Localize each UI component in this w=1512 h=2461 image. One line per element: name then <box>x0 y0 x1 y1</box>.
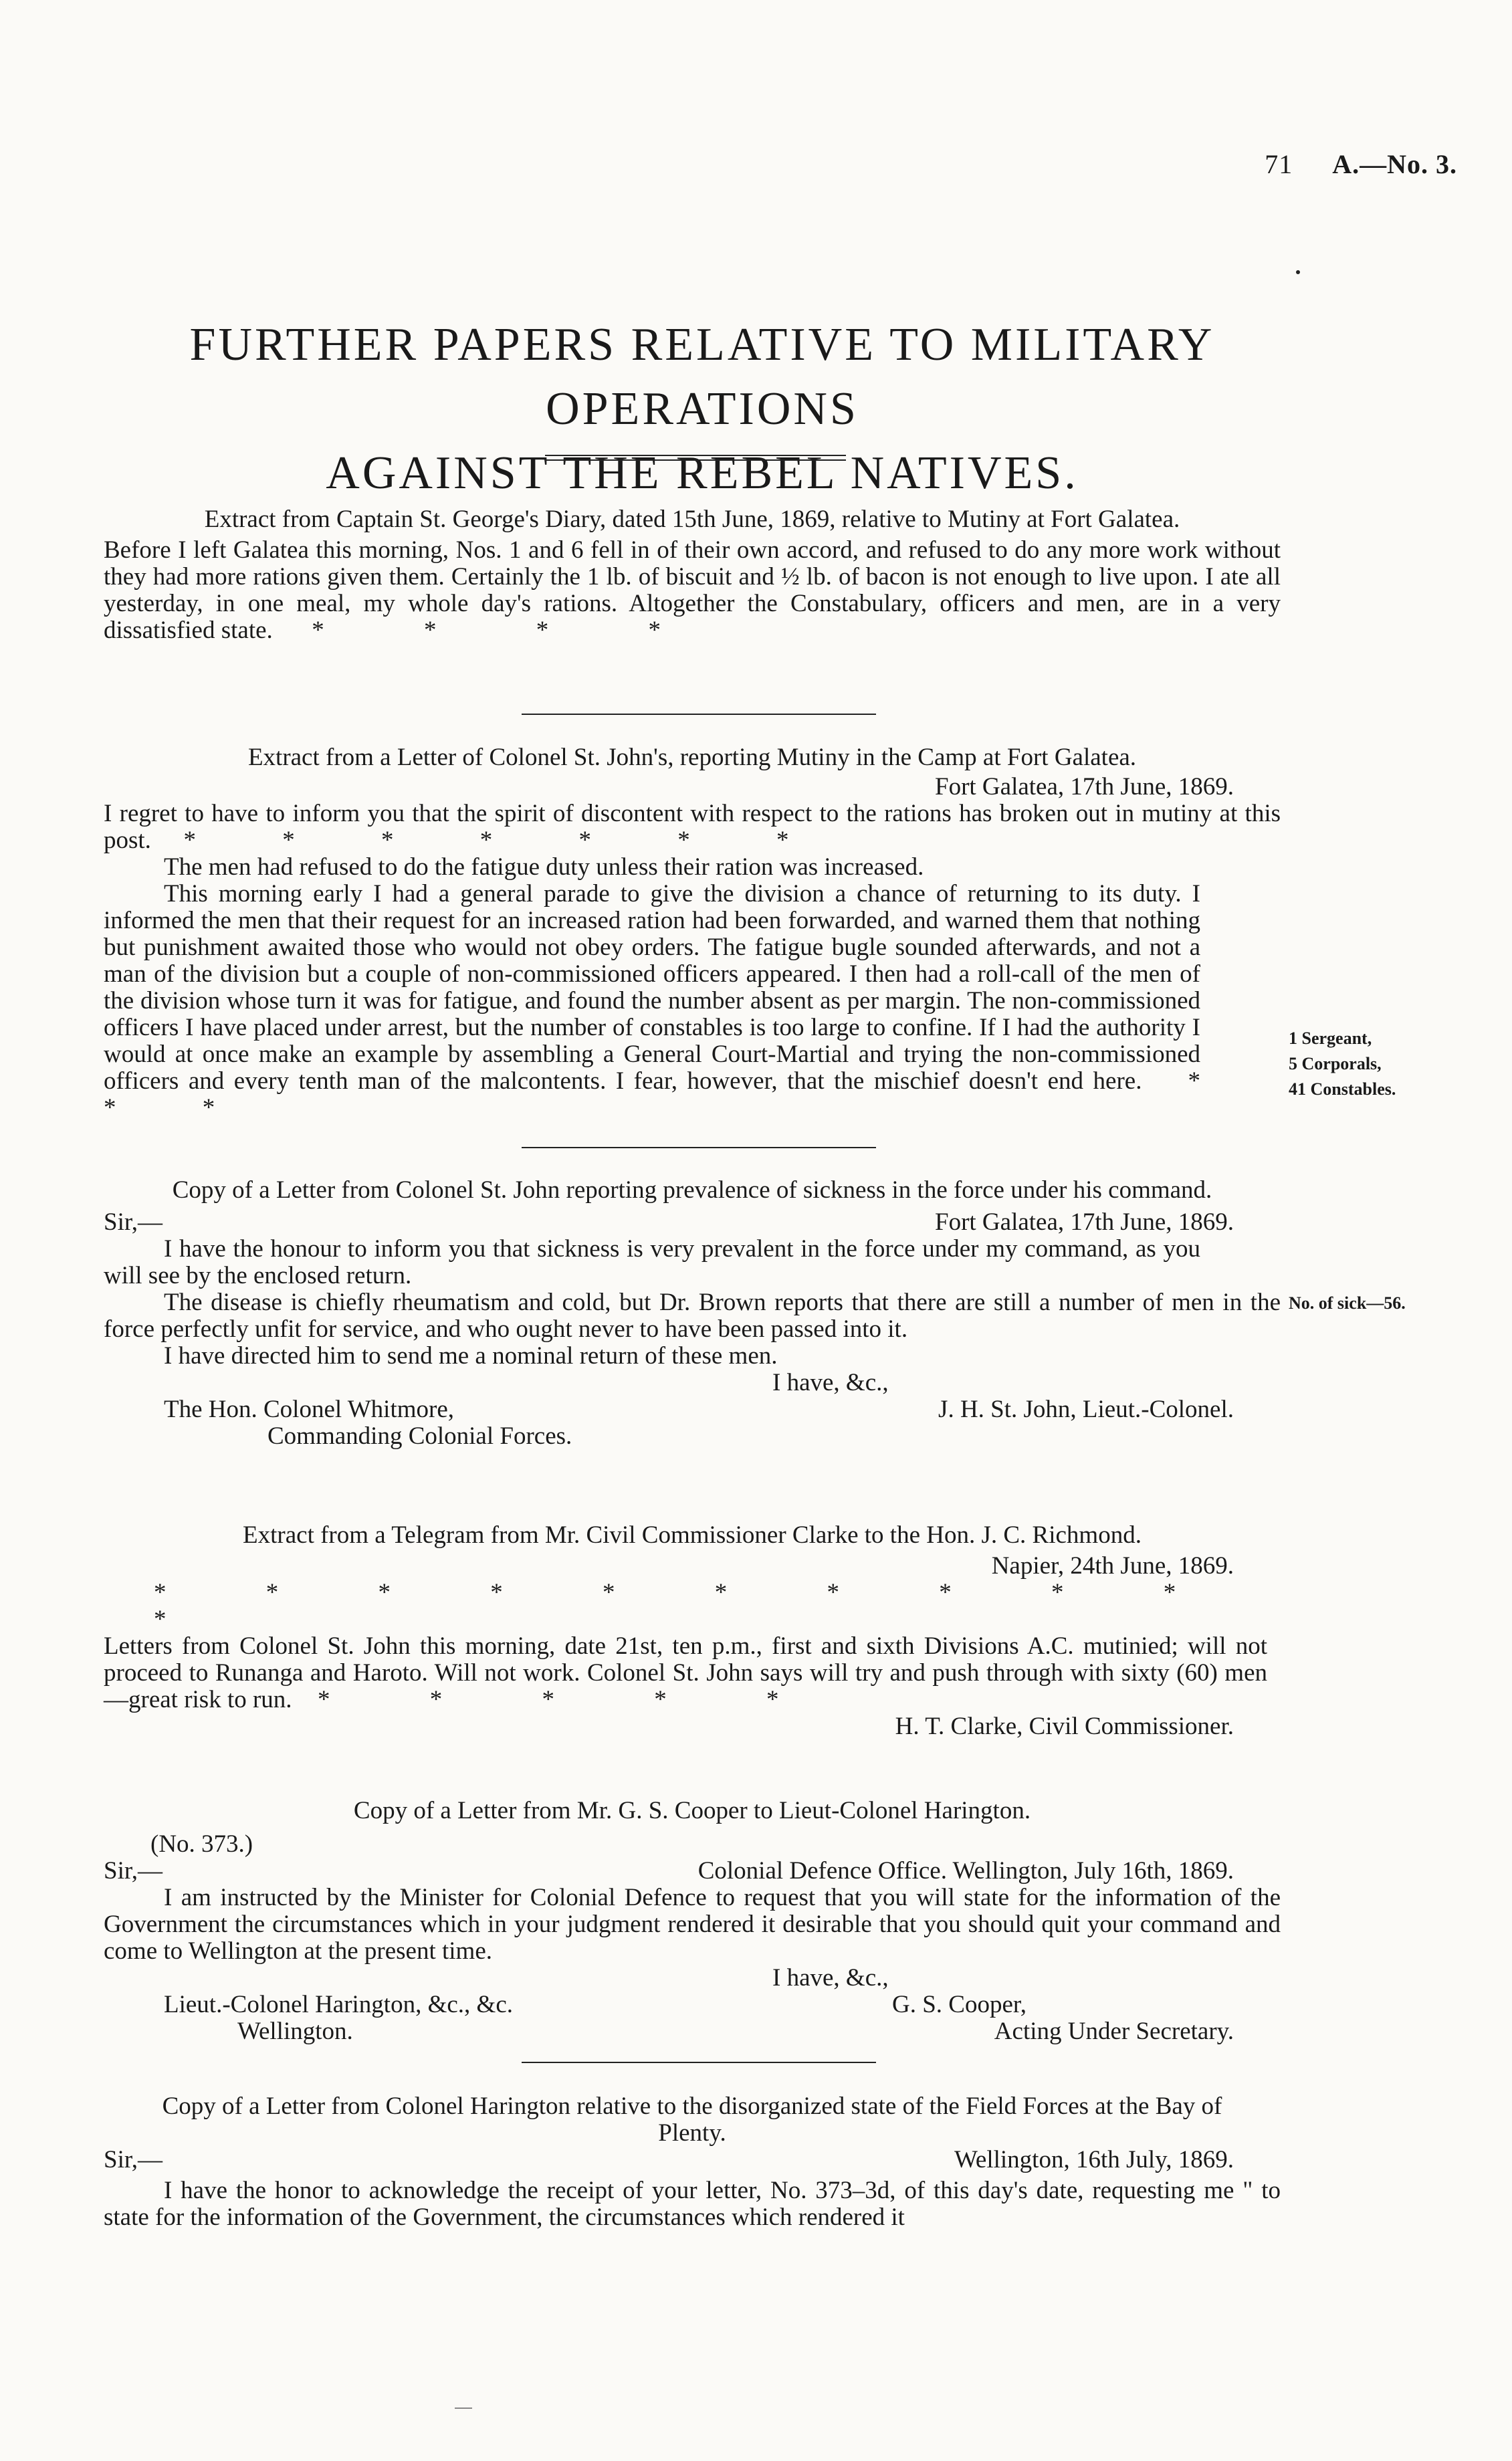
omission-stars: * * * * <box>312 617 661 644</box>
omission-stars: * * * * * * * * * * * <box>154 1579 1176 1633</box>
paragraph-3: This morning early I had a general parade to give the division a chance of returning to its duty. I informed the men that their request for an increased ration had been forwarded, and warned them that nothing but punishment awaited those who would not obey orders. The fatigue bugle sounded afterwards, and not a man of the division but a couple of non-commissioned officers appeared. I then had a roll-call of the men of the division whose turn it was for fatigue, and found the number absent as per margin. The non-commissioned officers I have placed under arrest, but the number of constables is too large to confine. If I had the authority I would at once make an example by assembling a General Court-Martial and trying the non-commissioned officers and every tenth man of the malcontents. I fear, however, that the mischief doesn't end here. <box>104 880 1200 1095</box>
paragraph-2: The men had refused to do the fatigue duty unless their ration was increased. <box>164 853 924 881</box>
section-heading: Extract from a Letter of Colonel St. John's, reporting Mutiny in the Camp at Fort Galatea. <box>247 744 1137 771</box>
letter-body: I am instructed by the Minister for Colonial Defence to request that you will state for the information of the Government the circumstances which in your judgment rendered it desirable that you should quit your command and come to Wellington at the present time. <box>104 1884 1281 1965</box>
paragraph-2: The disease is chiefly rheumatism and cold, but Dr. Brown reports that there are still a number of men in the force perfectly unfit for service, and who ought never to have been passed into it. <box>104 1289 1281 1343</box>
addressee-location: Wellington. <box>237 2018 353 2045</box>
section-divider <box>522 714 876 715</box>
section-heading: Copy of a Letter from Mr. G. S. Cooper to Lieut-Colonel Harington. <box>353 1797 1031 1824</box>
section-letter-cooper <box>104 1798 1281 2045</box>
salutation: Sir,— <box>104 1857 163 1885</box>
addressee: The Hon. Colonel Whitmore, <box>164 1396 454 1423</box>
omission-stars: * * * * * <box>318 1686 779 1713</box>
margin-line: 1 Sergeant, <box>1289 1029 1372 1048</box>
document-reference: A.—No. 3. <box>1332 149 1457 179</box>
section-diary-extract <box>104 506 1281 644</box>
omission-stars: * * * <box>104 1067 1201 1121</box>
section-letter-st-john-mutiny <box>104 744 1281 1121</box>
page-number: 71 <box>1265 149 1293 179</box>
page-header <box>1265 148 1457 180</box>
margin-note-absentees <box>1289 1026 1396 1102</box>
section-letter-harington <box>104 2093 1281 2231</box>
omission-stars: * * * * * * * <box>183 827 789 854</box>
section-telegram-clarke <box>104 1522 1281 1740</box>
paragraph-1: I regret to have to inform you that the spirit of discontent with respect to the rations has broken out in mutiny at this post. <box>104 800 1281 854</box>
addressee-title: Commanding Colonial Forces. <box>267 1422 572 1450</box>
place-date: Fort Galatea, 17th June, 1869. <box>935 1208 1234 1236</box>
section-heading: Extract from Captain St. George's Diary, dated 15th June, 1869, relative to Mutiny at Fort Galatea. <box>204 506 1180 533</box>
letter-number: (No. 373.) <box>150 1830 253 1858</box>
place-date: Wellington, 16th July, 1869. <box>954 2146 1234 2173</box>
ink-speck <box>1296 270 1300 274</box>
section-heading: Extract from a Telegram from Mr. Civil Commissioner Clarke to the Hon. J. C. Richmond. <box>243 1521 1142 1549</box>
section-heading: Copy of a Letter from Colonel St. John reporting prevalence of sickness in the force under his command. <box>172 1176 1212 1204</box>
letter-body: I have the honor to acknowledge the receipt of your letter, No. 373–3d, of this day's date, requesting me " to state for the information of the Government, the circumstances which rendered it <box>104 2177 1281 2231</box>
paragraph-1: I have the honour to inform you that sickness is very prevalent in the force under my command, as you will see by the enclosed return. <box>104 1235 1200 1289</box>
place-date: Napier, 24th June, 1869. <box>991 1552 1234 1580</box>
salutation: Sir,— <box>104 1208 163 1236</box>
section-divider <box>522 2062 876 2063</box>
margin-line: 41 Constables. <box>1289 1079 1396 1099</box>
margin-line: 5 Corporals, <box>1289 1054 1382 1073</box>
signature: H. T. Clarke, Civil Commissioner. <box>895 1713 1234 1740</box>
place-date: Fort Galatea, 17th June, 1869. <box>935 773 1234 800</box>
title-double-rule <box>545 455 846 461</box>
telegram-body: Letters from Colonel St. John this morning, date 21st, ten p.m., first and sixth Divisions A.C. mutinied; will not proceed to Runanga and Haroto. Will not work. Colonel St. John says will try and push through with sixty (60) men—great risk to run. <box>104 1632 1267 1713</box>
title-line-2: AGAINST THE REBEL NATIVES. <box>326 447 1079 499</box>
signature-title: Acting Under Secretary. <box>994 2018 1234 2045</box>
section-heading: Copy of a Letter from Colonel Harington relative to the disorganized state of the Field Forces at the Bay of Plenty. <box>162 2093 1222 2147</box>
closing: I have, &c., <box>772 1369 889 1396</box>
margin-note-sick: No. of sick—56. <box>1289 1293 1406 1313</box>
section-letter-sickness <box>104 1177 1281 1450</box>
title-line-1: FURTHER PAPERS RELATIVE TO MILITARY OPERATIONS <box>189 319 1215 435</box>
section-divider <box>522 1147 876 1148</box>
addressee: Lieut.-Colonel Harington, &c., &c. <box>164 1991 513 2018</box>
place-date: Colonial Defence Office. Wellington, July 16th, 1869. <box>697 1857 1234 1885</box>
salutation: Sir,— <box>104 2146 163 2173</box>
closing: I have, &c., <box>772 1964 889 1992</box>
signature: J. H. St. John, Lieut.-Colonel. <box>938 1396 1234 1423</box>
paragraph-3: I have directed him to send me a nominal return of these men. <box>164 1342 778 1370</box>
section-body: Before I left Galatea this morning, Nos. 1 and 6 fell in of their own accord, and refused to do any more work without they had more rations given them. Certainly the 1 lb. of biscuit and ½ lb. of bacon is not enough to live upon. I ate all yesterday, in one meal, my whole day's rations. Altogether the Constabulary, officers and men, are in a very dissatisfied state. <box>104 536 1281 644</box>
signature: G. S. Cooper, <box>892 1991 1027 2018</box>
footer-mark <box>455 2408 472 2409</box>
document-title <box>100 313 1304 506</box>
